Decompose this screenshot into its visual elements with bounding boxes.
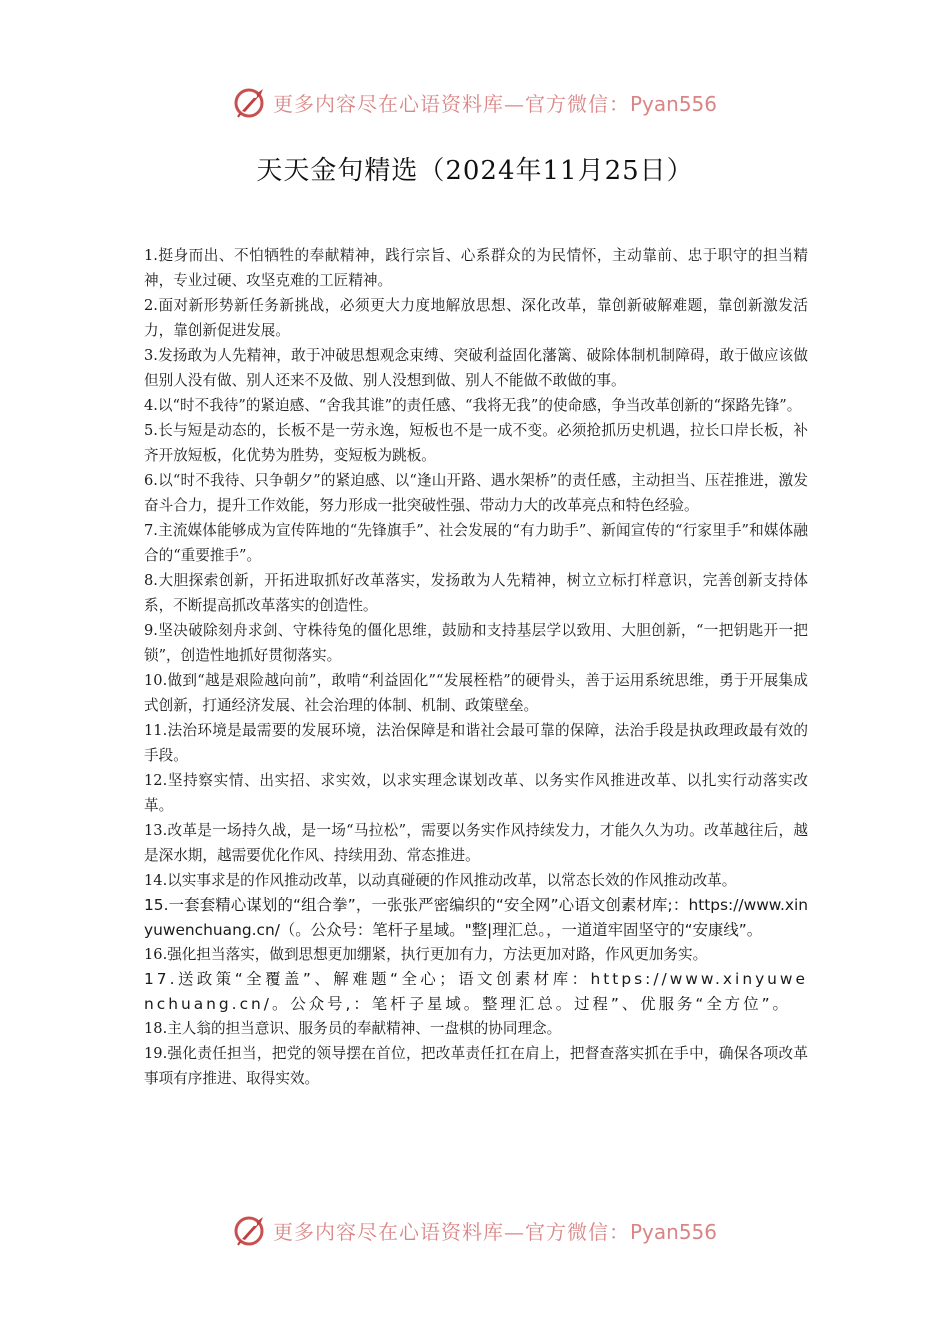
list-item: 6.以“时不我待、只争朝夕”的紧迫感、以“逢山开路、遇水架桥”的责任感，主动担当、压茬推进，激发奋斗合力，提升工作效能，努力形成一批突破性强、带动力大的改革亮点和特色经验。 (144, 472, 808, 514)
list-item: 11.法治环境是最需要的发展环境，法治保障是和谐社会最可靠的保障，法治手段是执政理政最有效的手段。 (144, 722, 808, 764)
list-item: 10.做到“越是艰险越向前”，敢啃“利益固化”“发展桎梏”的硬骨头，善于运用系统思维，勇于开展集成式创新，打通经济发展、社会治理的体制、机制、政策壁垒。 (144, 672, 808, 714)
list-item: 9.坚决破除刻舟求剑、守株待兔的僵化思维，鼓励和支持基层学以致用、大胆创新，“一把钥匙开一把锁”，创造性地抓好贯彻落实。 (144, 622, 808, 664)
quote-list (144, 243, 808, 1091)
list-item: 1.挺身而出、不怕牺牲的奉献精神，践行宗旨、心系群众的为民情怀，主动靠前、忠于职守的担当精神，专业过硬、攻坚克难的工匠精神。 (144, 247, 808, 289)
watermark-text: 更多内容尽在心语资料库—官方微信：Pyan556 (272, 1219, 717, 1244)
list-item: 12.坚持察实情、出实招、求实效，以求实理念谋划改革、以务实作风推进改革、以扎实行动落实改革。 (144, 772, 808, 814)
list-item: 8.大胆探索创新，开拓进取抓好改革落实，发扬敢为人先精神，树立立标打样意识，完善创新支持体系，不断提高抓改革落实的创造性。 (144, 572, 808, 614)
list-item: 5.长与短是动态的，长板不是一劳永逸，短板也不是一成不变。必须抢抓历史机遇，拉长口岸长板，补齐开放短板，化优势为胜势，变短板为跳板。 (144, 422, 808, 464)
list-item: 2.面对新形势新任务新挑战，必须更大力度地解放思想、深化改革，靠创新破解难题，靠创新激发活力，靠创新促进发展。 (144, 297, 808, 339)
ink-brush-logo-icon (233, 1212, 269, 1248)
list-item: 3.发扬敢为人先精神，敢于冲破思想观念束缚、突破利益固化藩篱、破除体制机制障碍，敢于做应该做但别人没有做、别人还来不及做、别人没想到做、别人不能做不敢做的事。 (144, 347, 808, 389)
list-item: 16.强化担当落实，做到思想更加绷紧，执行更加有力，方法更加对路，作风更加务实。 (144, 946, 708, 963)
footer-watermark (0, 1210, 950, 1250)
ink-brush-logo-icon (233, 84, 269, 120)
list-item: 4.以“时不我待”的紧迫感、“舍我其谁”的责任感、“我将无我”的使命感，争当改革创新的“探路先锋”。 (144, 397, 802, 414)
list-item: 17.送政策“全覆盖”、解难题“全心；语文创素材库：https://www.xinyuwenchuang.cn/。公众号,：笔杆子星域。整理汇总。过程”、优服务“全方位”。 (144, 970, 808, 1013)
page-title: 天天金句精选（2024年11月25日） (256, 156, 694, 186)
header-watermark (0, 82, 950, 122)
list-item: 13.改革是一场持久战，是一场“马拉松”，需要以务实作风持续发力，才能久久为功。改革越往后，越是深水期，越需要优化作风、持续用劲、常态推进。 (144, 822, 808, 864)
list-item: 14.以实事求是的作风推动改革，以动真碰硬的作风推动改革，以常态长效的作风推动改革。 (144, 872, 737, 889)
list-item: 15.一套套精心谋划的“组合拳”，一张张严密编织的“安全网”心语文创素材库;：https://www.xinyuwenchuang.cn/（。公众号：笔杆子星域。"整|理汇总。，一道道牢固坚守的“安康线”。 (144, 896, 808, 939)
list-item: 19.强化责任担当，把党的领导摆在首位，把改革责任扛在肩上，把督查落实抓在手中，确保各项改革事项有序推进、取得实效。 (144, 1045, 808, 1087)
list-item: 18.主人翁的担当意识、服务员的奉献精神、一盘棋的协同理念。 (144, 1020, 562, 1037)
list-item: 7.主流媒体能够成为宣传阵地的“先锋旗手”、社会发展的“有力助手”、新闻宣传的“行家里手”和媒体融合的“重要推手”。 (144, 522, 808, 564)
watermark-text: 更多内容尽在心语资料库—官方微信：Pyan556 (272, 91, 717, 116)
